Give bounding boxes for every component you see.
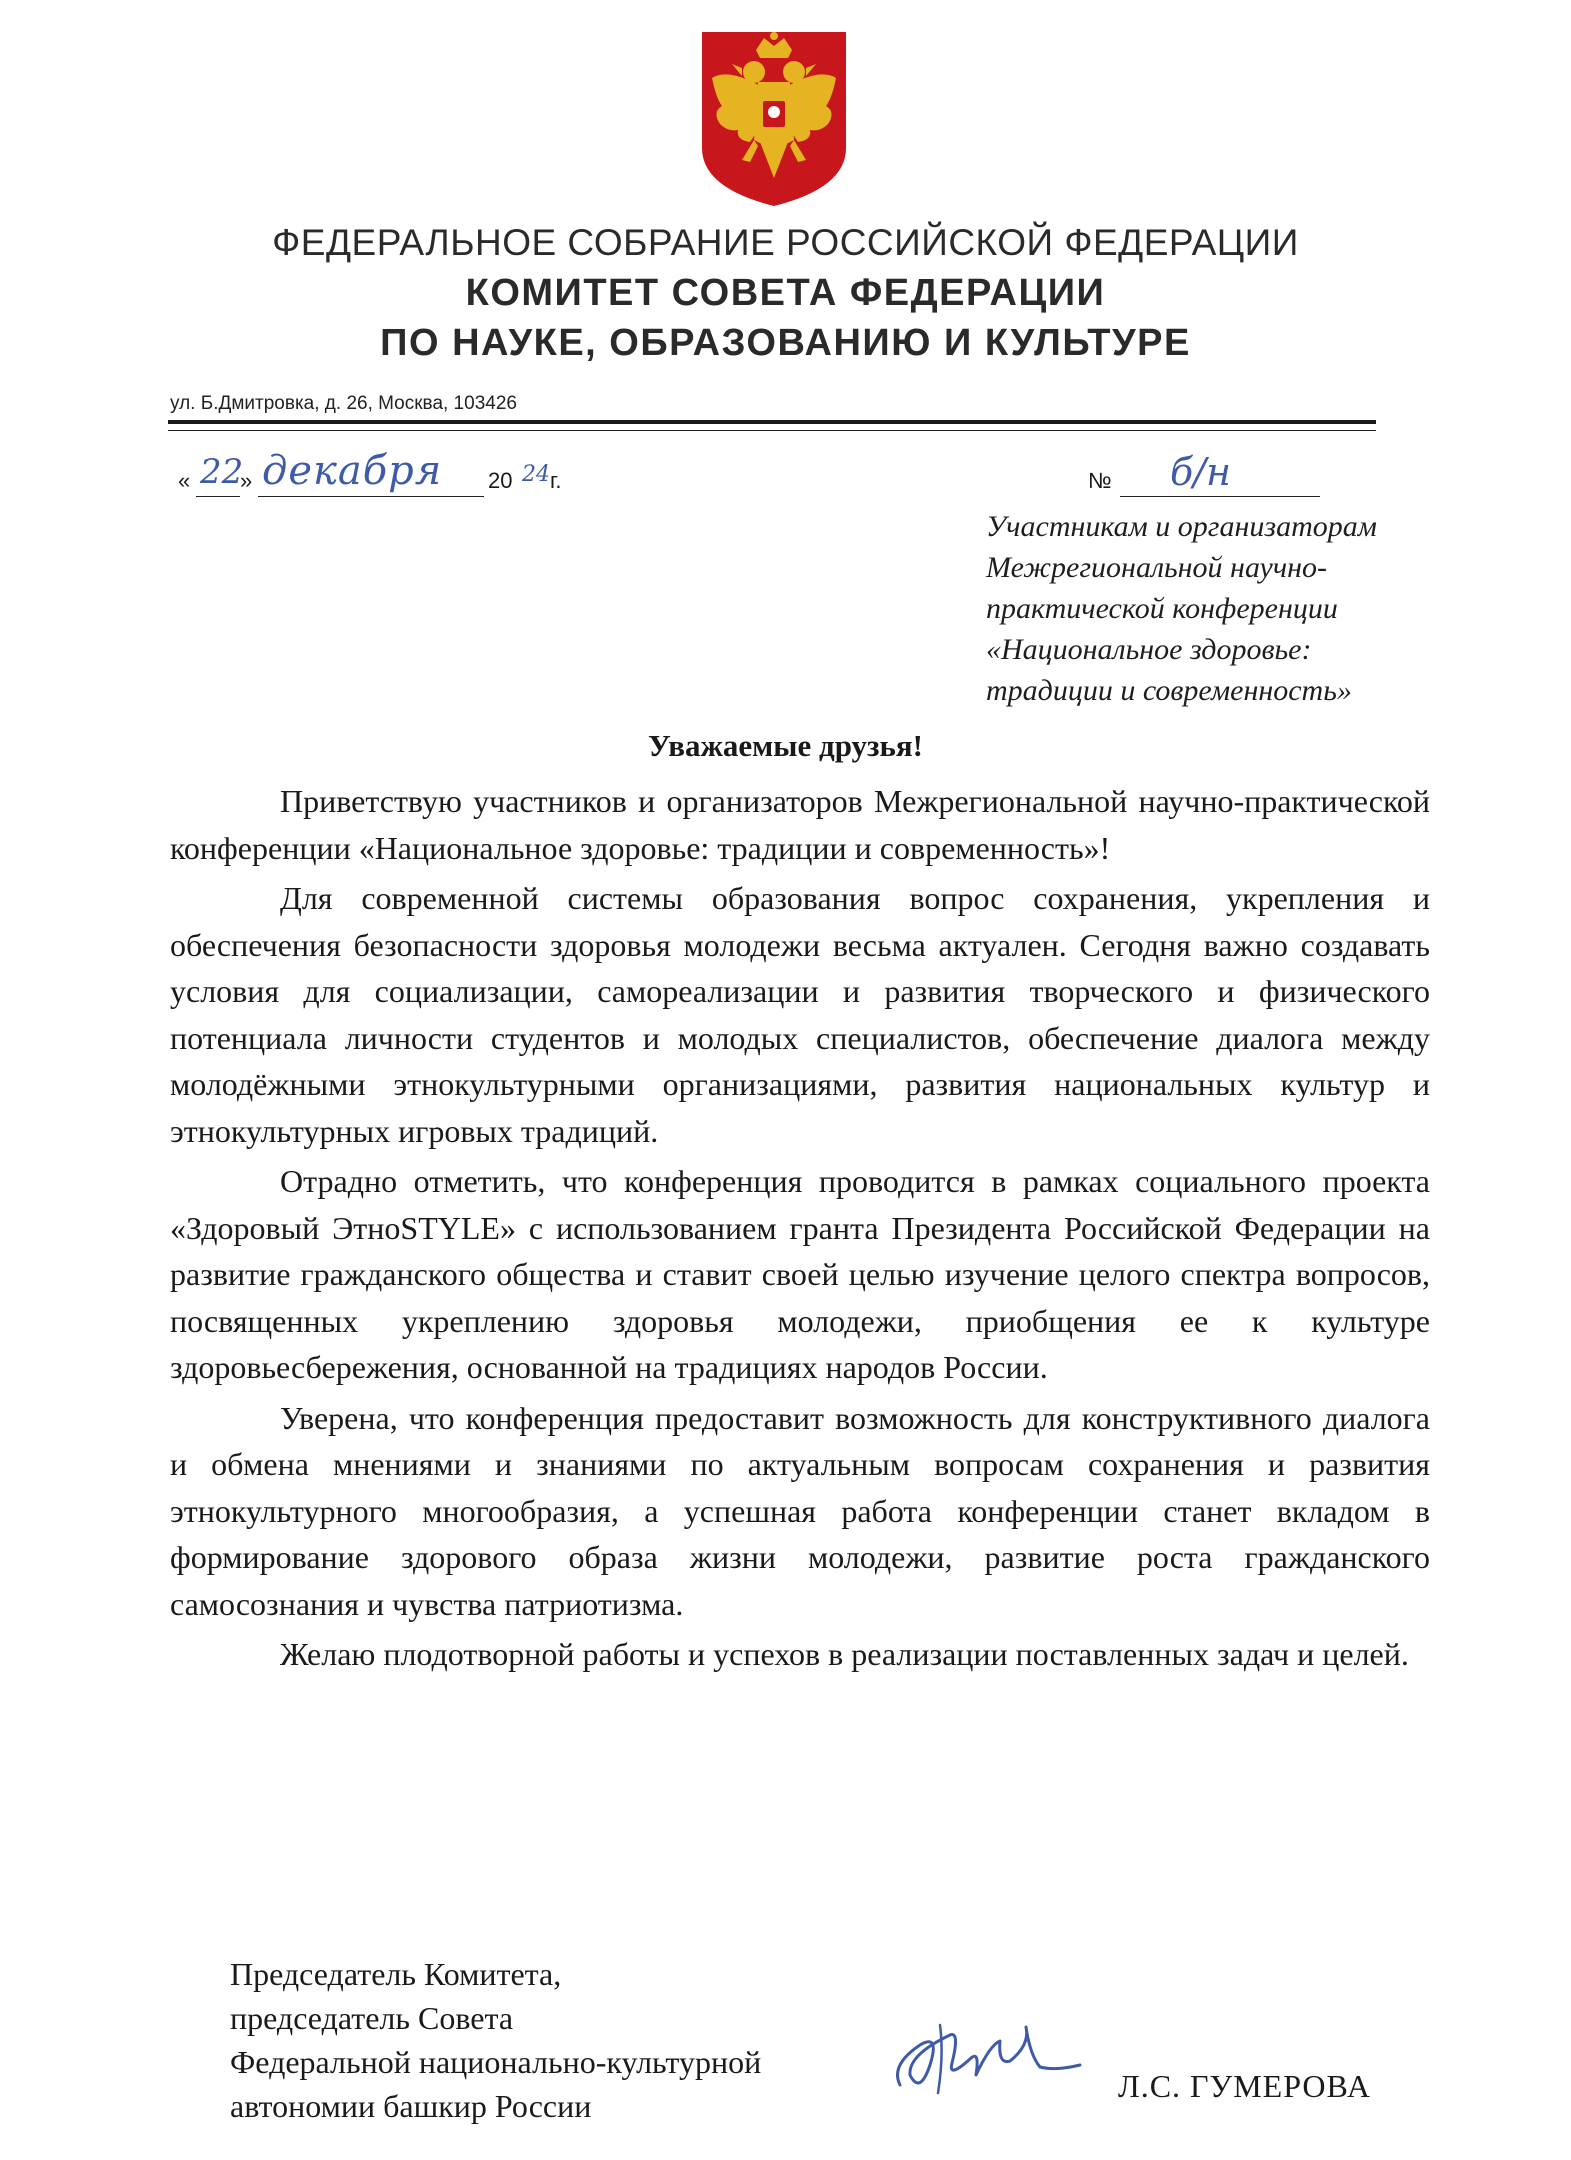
body-paragraph: Уверена, что конференция предоставит возможность для конструктивного диалога и обмена мнениями и знаниями по актуальным вопросам сохранения и развития этнокультурного многообразия, а успешная работа конференции станет вкладом в формирование здорового образа жизни молодежи, развитие роста гражданского самосознания и чувства патриотизма. bbox=[170, 1399, 1430, 1622]
signatory-title-line: председатель Совета bbox=[230, 2000, 514, 2036]
addressee-line: «Национальное здоровье: bbox=[986, 633, 1312, 666]
addressee-block bbox=[986, 506, 1466, 711]
signatory-title-line: Председатель Комитета, bbox=[230, 1956, 562, 1992]
body-paragraph: Желаю плодотворной работы и успехов в реализации поставленных задач и целей. bbox=[280, 1636, 1409, 1672]
date-quote-open: « bbox=[178, 468, 191, 493]
addressee-line: Участникам и организаторам bbox=[986, 510, 1377, 543]
signatory-title-line: Федеральной национально-культурной bbox=[230, 2044, 762, 2080]
date-year-handwritten: 24 bbox=[522, 462, 550, 487]
number-handwritten: б/н bbox=[1170, 450, 1232, 494]
header-parliament: ФЕДЕРАЛЬНОЕ СОБРАНИЕ РОССИЙСКОЙ ФЕДЕРАЦИИ bbox=[272, 222, 1299, 263]
signatory-title bbox=[230, 1952, 761, 2128]
body-paragraph: Отрадно отметить, что конференция проводится в рамках социального проекта «Здоровый ЭтноSTYLE» с использованием гранта Президента Российской Федерации на развитие гражданского общества и ставит своей целью изучение целого спектра вопросов, посвященных укреплению здоровья молодежи, приобщения ее к культуре здоровьесбережения, основанной на традициях народов России. bbox=[170, 1163, 1430, 1385]
header-address: ул. Б.Дмитровка, д. 26, Москва, 103426 bbox=[170, 393, 517, 414]
greeting: Уважаемые друзья! bbox=[648, 728, 923, 763]
addressee-line: Межрегиональной научно- bbox=[986, 551, 1328, 584]
date-month-handwritten: декабря bbox=[262, 448, 443, 494]
addressee-line: традиции и современность» bbox=[986, 674, 1352, 707]
date-quote-close: » bbox=[240, 468, 253, 493]
number-label: № bbox=[1088, 468, 1112, 493]
body-paragraph: Для современной системы образования вопрос сохранения, укрепления и обеспечения безопасности здоровья молодежи весьма актуален. Сегодня важно создавать условия для социализации, самореализации и развития творческого и физического потенциала личности студентов и молодых специалистов, обеспечение диалога между молодёжными этнокультурными организациями, развития национальных культур и этнокультурных игровых традиций. bbox=[170, 880, 1430, 1149]
handwritten-signature-icon bbox=[880, 2005, 1090, 2105]
date-year-prefix: 20 bbox=[488, 468, 513, 493]
addressee-line: практической конференции bbox=[986, 592, 1338, 625]
date-month-underline bbox=[258, 496, 484, 497]
body-paragraph: Приветствую участников и организаторов Межрегиональной научно-практической конференции «Национальное здоровье: традиции и современность»! bbox=[170, 783, 1430, 866]
signatory-title-line: автономии башкир России bbox=[230, 2088, 592, 2124]
header-rule-thin bbox=[168, 430, 1376, 431]
date-day-handwritten: 22 bbox=[200, 452, 244, 492]
signatory-name: Л.С. ГУМЕРОВА bbox=[1118, 2068, 1371, 2104]
number-underline bbox=[1120, 496, 1320, 497]
coat-of-arms-icon bbox=[698, 28, 850, 210]
date-year-suffix: г. bbox=[550, 468, 562, 493]
date-day-underline bbox=[196, 496, 240, 497]
header-committee-scope: ПО НАУКЕ, ОБРАЗОВАНИЮ И КУЛЬТУРЕ bbox=[380, 322, 1191, 364]
letter-body bbox=[170, 778, 1430, 1678]
header-rule-thick bbox=[168, 420, 1376, 424]
header-committee: КОМИТЕТ СОВЕТА ФЕДЕРАЦИИ bbox=[465, 272, 1106, 314]
